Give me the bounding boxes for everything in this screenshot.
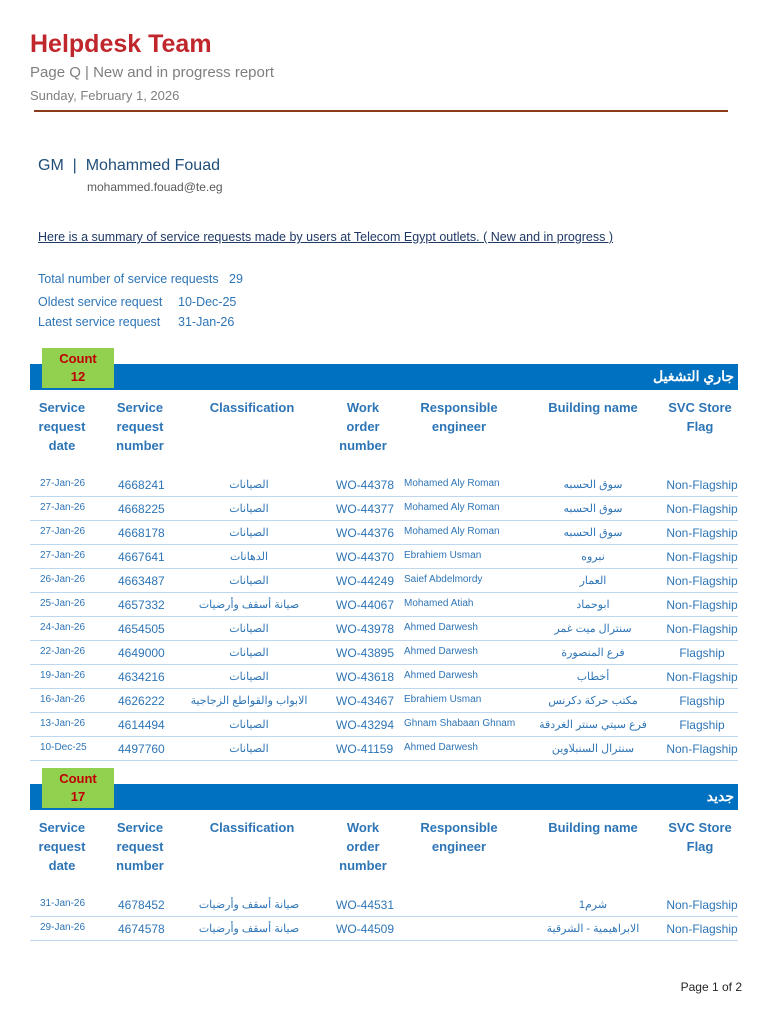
column-header-line: date [48, 858, 76, 873]
cell-engineer: Ahmed Darwesh [404, 646, 478, 657]
cell-building: العمار [579, 575, 607, 587]
column-header-line: request [38, 839, 86, 854]
cell-building: سوق الحسبه [563, 503, 623, 515]
cell-flag: Flagship [679, 694, 725, 708]
column-header-line: Service [116, 820, 164, 835]
cell-building: سنترال السنبلاوين [551, 743, 635, 755]
column-header-engineer [404, 818, 514, 856]
column-header-building [528, 818, 658, 837]
stat-oldest [38, 295, 237, 309]
table-row[interactable] [30, 892, 738, 917]
column-header-classification [186, 818, 318, 837]
cell-work-order: WO-43294 [336, 718, 395, 732]
report-subtitle: Page Q | New and in progress report [30, 64, 275, 81]
cell-work-order: WO-43978 [336, 622, 395, 636]
cell-work-order: WO-44376 [336, 526, 395, 540]
column-header-line: request [116, 839, 164, 854]
table-row[interactable] [30, 688, 738, 713]
column-header-number [108, 818, 172, 875]
recipient-line: GM | Mohammed Fouad [38, 157, 220, 174]
column-header-line: SVC Store [668, 400, 732, 415]
column-header-wo [330, 398, 396, 455]
stat-total-value: 29 [229, 272, 243, 286]
cell-classification: صيانة أسقف وأرضيات [198, 899, 300, 911]
column-header-wo [330, 818, 396, 875]
cell-building: فرع سيتي سنتر الغردقة [539, 719, 647, 731]
cell-flag: Non-Flagship [666, 670, 738, 684]
cell-engineer: Ahmed Darwesh [404, 742, 478, 753]
cell-work-order: WO-44249 [336, 574, 395, 588]
count-value: 12 [70, 369, 86, 384]
stat-latest [38, 315, 235, 329]
cell-request-number: 4668241 [118, 478, 165, 492]
cell-flag: Non-Flagship [666, 502, 738, 516]
table-row[interactable] [30, 736, 738, 761]
cell-engineer: Ahmed Darwesh [404, 670, 478, 681]
column-header-line: Responsible [420, 820, 498, 835]
column-header-building [528, 398, 658, 417]
column-header-line: Work [346, 400, 380, 415]
cell-classification: الصيانات [229, 527, 269, 539]
cell-classification: الصيانات [229, 671, 269, 683]
summary-text: Here is a summary of service requests made by users at Telecom Egypt outlets. ( New and in progress ) [38, 230, 614, 244]
cell-date: 13-Jan-26 [40, 718, 86, 729]
column-header-line: Flag [686, 839, 714, 854]
cell-work-order: WO-44378 [336, 478, 395, 492]
cell-classification: الصيانات [229, 479, 269, 491]
stat-latest-label: Latest service request [38, 315, 161, 329]
cell-request-number: 4668178 [118, 526, 165, 540]
table-row[interactable] [30, 496, 738, 521]
column-header-line: number [116, 858, 164, 873]
column-header-line: Responsible [420, 400, 498, 415]
column-header-engineer [404, 398, 514, 436]
cell-work-order: WO-44509 [336, 922, 395, 936]
column-header-line: request [38, 419, 86, 434]
cell-work-order: WO-43618 [336, 670, 395, 684]
column-header-line: date [48, 438, 76, 453]
cell-date: 27-Jan-26 [40, 550, 86, 561]
cell-work-order: WO-44377 [336, 502, 395, 516]
cell-flag: Non-Flagship [666, 598, 738, 612]
cell-engineer: Mohamed Aly Roman [404, 502, 500, 513]
cell-engineer: Ahmed Darwesh [404, 622, 478, 633]
cell-date: 22-Jan-26 [40, 646, 86, 657]
column-header-date [30, 818, 94, 875]
cell-work-order: WO-43895 [336, 646, 395, 660]
cell-classification: الدهانات [229, 551, 269, 563]
cell-building: أخطاب [576, 671, 610, 683]
cell-building: ابوحماد [576, 599, 610, 611]
column-header-line: SVC Store [668, 820, 732, 835]
cell-building: سوق الحسبه [563, 479, 623, 491]
table-row[interactable] [30, 568, 738, 593]
cell-building: مكتب حركة دكرنس [548, 695, 638, 707]
cell-date: 31-Jan-26 [40, 898, 86, 909]
cell-engineer: Saief Abdelmordy [404, 574, 483, 585]
cell-date: 29-Jan-26 [40, 922, 86, 933]
cell-date: 25-Jan-26 [40, 598, 86, 609]
table-row[interactable] [30, 472, 738, 497]
table-row[interactable] [30, 520, 738, 545]
cell-classification: صيانة أسقف وأرضيات [198, 599, 300, 611]
cell-work-order: WO-44370 [336, 550, 395, 564]
count-value: 17 [70, 789, 86, 804]
column-header-line: Flag [686, 419, 714, 434]
count-label: Count [59, 351, 97, 366]
column-header-line: number [339, 858, 387, 873]
column-header-line: engineer [431, 839, 487, 854]
cell-classification: الصيانات [229, 575, 269, 587]
cell-date: 27-Jan-26 [40, 502, 86, 513]
cell-building: الابراهيمية - الشرقية [546, 923, 640, 935]
cell-engineer: Mohamed Aly Roman [404, 478, 500, 489]
cell-request-number: 4657332 [118, 598, 165, 612]
cell-request-number: 4674578 [118, 922, 165, 936]
cell-engineer: Ghnam Shabaan Ghnam [404, 718, 516, 729]
count-badge [42, 348, 114, 388]
column-header-classification [186, 398, 318, 417]
cell-request-number: 4668225 [118, 502, 165, 516]
column-header-line: number [339, 438, 387, 453]
cell-engineer: Ebrahiem Usman [404, 550, 482, 561]
column-header-line: Work [346, 820, 380, 835]
cell-request-number: 4654505 [118, 622, 165, 636]
column-header-line: Service [38, 820, 86, 835]
recipient-email[interactable]: mohammed.fouad@te.eg [87, 180, 223, 194]
cell-flag: Non-Flagship [666, 898, 738, 912]
stat-total [38, 272, 243, 286]
count-label: Count [59, 771, 97, 786]
cell-work-order: WO-41159 [336, 742, 394, 756]
column-header-line: number [116, 438, 164, 453]
column-header-line: Service [116, 400, 164, 415]
cell-classification: الصيانات [229, 719, 269, 731]
cell-flag: Flagship [679, 718, 725, 732]
column-header-line: Classification [209, 820, 295, 835]
table-row[interactable] [30, 544, 738, 569]
report-title: Helpdesk Team [30, 30, 212, 58]
cell-flag: Flagship [679, 646, 725, 660]
column-header-flag [662, 398, 738, 436]
table-row[interactable] [30, 640, 738, 665]
cell-flag: Non-Flagship [666, 622, 738, 636]
cell-request-number: 4497760 [118, 742, 165, 756]
cell-request-number: 4634216 [118, 670, 165, 684]
cell-date: 27-Jan-26 [40, 526, 86, 537]
status-bar [30, 364, 738, 390]
status-label: جاري التشغيل [653, 368, 734, 384]
cell-date: 19-Jan-26 [40, 670, 86, 681]
count-badge [42, 768, 114, 808]
cell-flag: Non-Flagship [666, 574, 738, 588]
cell-engineer: Ebrahiem Usman [404, 694, 482, 705]
table-row[interactable] [30, 664, 738, 689]
cell-engineer: Mohamed Atiah [404, 598, 474, 609]
cell-date: 24-Jan-26 [40, 622, 86, 633]
cell-request-number: 4663487 [118, 574, 165, 588]
cell-flag: Non-Flagship [666, 478, 738, 492]
stat-latest-value: 31-Jan-26 [178, 315, 235, 329]
header-divider [34, 110, 728, 112]
cell-flag: Non-Flagship [666, 526, 738, 540]
stat-oldest-value: 10-Dec-25 [178, 295, 237, 309]
cell-request-number: 4626222 [118, 694, 165, 708]
cell-date: 27-Jan-26 [40, 478, 86, 489]
cell-building: نبروه [581, 551, 605, 563]
page-number: Page 1 of 2 [680, 980, 742, 994]
table-row[interactable] [30, 916, 738, 941]
column-header-line: request [116, 419, 164, 434]
column-header-flag [662, 818, 738, 856]
cell-classification: الابواب والقواطع الزجاجية [190, 695, 308, 707]
cell-classification: الصيانات [229, 503, 269, 515]
cell-work-order: WO-44531 [336, 898, 395, 912]
cell-date: 26-Jan-26 [40, 574, 86, 585]
column-header-line: order [346, 419, 380, 434]
cell-work-order: WO-44067 [336, 598, 395, 612]
cell-request-number: 4667641 [118, 550, 165, 564]
table-row[interactable] [30, 712, 738, 737]
cell-date: 16-Jan-26 [40, 694, 86, 705]
column-header-line: Building name [548, 820, 638, 835]
cell-request-number: 4678452 [118, 898, 165, 912]
report-date: Sunday, February 1, 2026 [30, 88, 180, 103]
cell-classification: الصيانات [229, 623, 269, 635]
cell-engineer: Mohamed Aly Roman [404, 526, 500, 537]
cell-flag: Non-Flagship [666, 922, 738, 936]
cell-date: 10-Dec-25 [40, 742, 87, 753]
status-label: جديد [706, 788, 734, 804]
column-header-line: order [346, 839, 380, 854]
stat-oldest-label: Oldest service request [38, 295, 163, 309]
status-bar [30, 784, 738, 810]
cell-request-number: 4614494 [118, 718, 165, 732]
cell-work-order: WO-43467 [336, 694, 395, 708]
column-header-line: engineer [431, 419, 487, 434]
stat-total-label: Total number of service requests [38, 272, 219, 286]
cell-building: فرع المنصورة [561, 647, 625, 659]
table-row[interactable] [30, 592, 738, 617]
column-header-number [108, 398, 172, 455]
cell-classification: صيانة أسقف وأرضيات [198, 923, 300, 935]
cell-building: شرم1 [578, 899, 608, 911]
cell-classification: الصيانات [229, 647, 269, 659]
column-header-line: Building name [548, 400, 638, 415]
column-header-line: Service [38, 400, 86, 415]
column-header-date [30, 398, 94, 455]
cell-building: سنترال ميت غمر [554, 623, 632, 635]
cell-flag: Non-Flagship [666, 550, 738, 564]
cell-classification: الصيانات [229, 743, 269, 755]
cell-building: سوق الحسبه [563, 527, 623, 539]
column-header-line: Classification [209, 400, 295, 415]
table-row[interactable] [30, 616, 738, 641]
cell-request-number: 4649000 [118, 646, 165, 660]
cell-flag: Non-Flagship [666, 742, 738, 756]
